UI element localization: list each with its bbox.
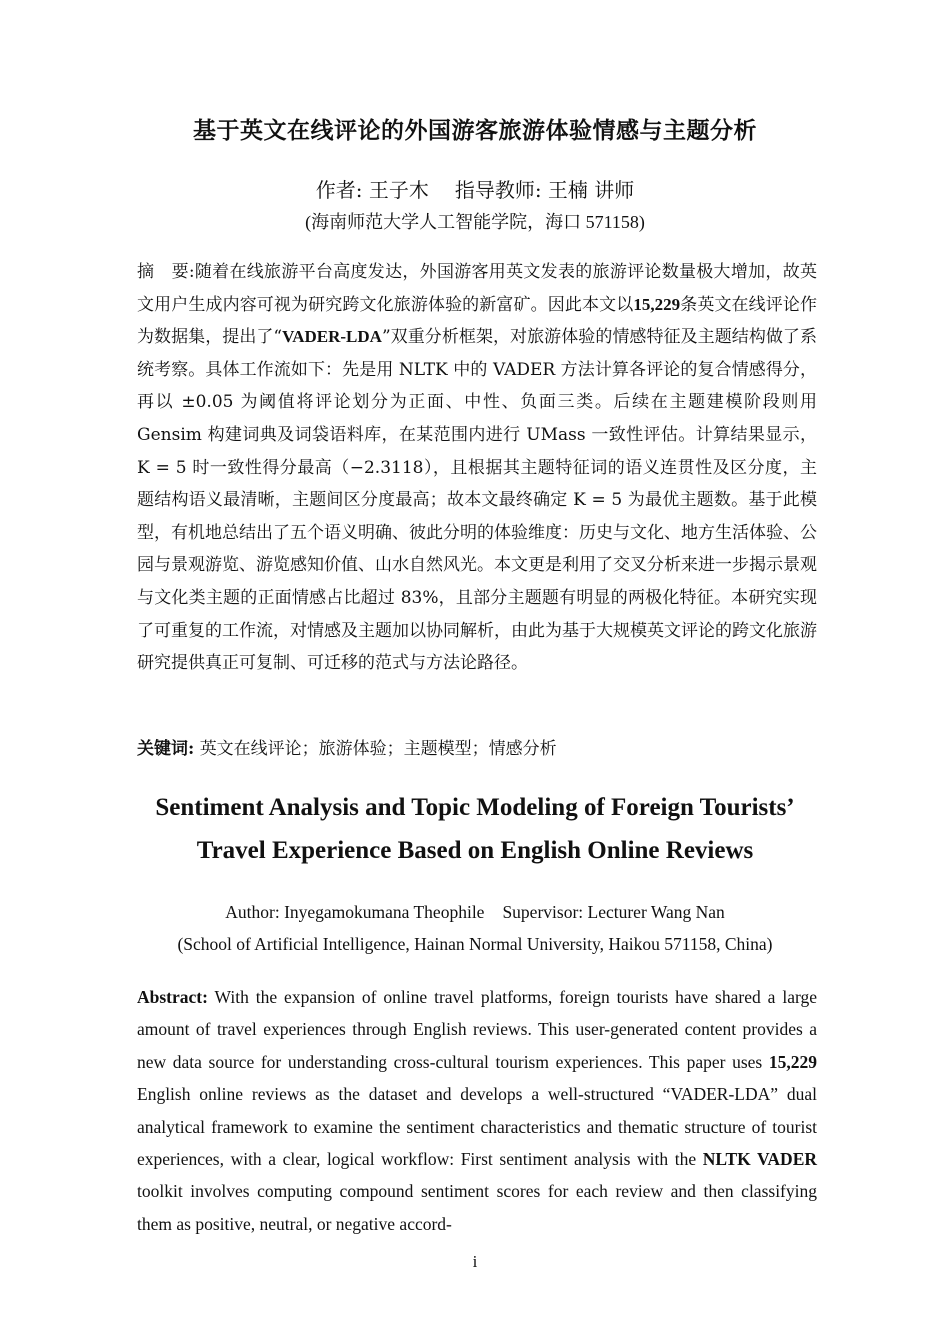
chinese-author: 作者: 王子木 [315, 178, 429, 202]
chinese-abstract-count: 15,229 [633, 294, 681, 314]
english-title-line-1: Sentiment Analysis and Topic Modeling of Foreign Tourists’ [155, 794, 795, 821]
chinese-keywords-value: 英文在线评论；旅游体验；主题模型；情感分析 [199, 739, 557, 759]
chinese-keywords-label: 关键词: [137, 739, 195, 759]
english-abstract-toolkit: NLTK VADER [702, 1149, 817, 1170]
page-number: i [472, 1252, 478, 1271]
english-abstract-text-2: English online reviews as the dataset and develops a well-structured “VADER-LDA” dual analytical framework to examine the sentiment characteristics and thematic structure of tourist experiences, with a clear, logical workflow: First sentiment analysis with the [137, 1084, 817, 1170]
english-abstract-count: 15,229 [768, 1051, 817, 1072]
chinese-supervisor: 指导教师: 王楠 讲师 [454, 178, 635, 202]
english-author: Author: Inyegamokumana Theophile [225, 902, 485, 922]
chinese-affiliation: (海南师范大学人工智能学院，海口 571158) [305, 212, 645, 232]
english-abstract-text-3: toolkit involves computing compound sentiment scores for each review and then classifying them as positive, neutral, or negative accord- [137, 1181, 817, 1234]
chinese-abstract-text-3: ”双重分析框架，对旅游体验的情感特征及主题结构做了系统考察。具体工作流如下：先是用 [137, 327, 817, 380]
english-supervisor: Supervisor: Lecturer Wang Nan [502, 902, 725, 922]
chinese-title: 基于英文在线评论的外国游客旅游体验情感与主题分析 [193, 117, 757, 144]
english-abstract-label: Abstract: [137, 987, 208, 1007]
english-abstract-text-1: With the expansion of online travel platforms, foreign tourists have shared a large amount of travel experiences through English reviews. This user-generated content provides a new data source for understanding cross-cultural tourism experiences. This paper uses [137, 987, 817, 1072]
chinese-abstract-label: 摘 要: [137, 262, 195, 282]
chinese-abstract-text-4: NLTK 中的 VADER 方法计算各评论的复合情感得分，再以 ±0.05 为阈值将评论划分为正面、中性、负面三类。后续在主题建模阶段则用 Gensim 构建词典及词袋语料库，在某范围内进行 UMass 一致性评估。计算结果显示，K = 5 时一致性得分最高（−2.3118），且根据其主题特征词的语义连贯性及区分度，主题结构语义最清晰，主题间区分度最高；故本文最终确定 K = 5 为最优主题数。基于此模型，有机地总结出了五个语义明确、彼此分明的体验维度：历史与文化、地方生活体验、公园与景观游览、游览感知价值、山水自然风光。本文更是利用了交叉分析来进一步揭示景观与文化类主题的正面情感占比超过 83%，且部分主题题有明显的两极化特征。本研究实现了可重复的工作流，对情感及主题加以协同解析，由此为基于大规模英文评论的跨文化旅游研究提供真正可复制、可迁移的范式与方法论路径。 [137, 359, 818, 674]
english-title-line-2: Travel Experience Based on English Online Reviews [196, 837, 754, 864]
chinese-abstract-text-1: 随着在线旅游平台高度发达，外国游客用英文发表的旅游评论数量极大增加，故英文用户生成内容可视为研究跨文化旅游体验的新富矿。因此本文以 [137, 262, 818, 315]
chinese-abstract-text-2: 条英文在线评论作为数据集，提出了“ [137, 294, 818, 348]
chinese-abstract-framework: VADER-LDA [282, 327, 382, 347]
english-author-line [0, 902, 950, 923]
english-abstract [137, 981, 817, 1240]
chinese-keywords [137, 734, 817, 759]
english-affiliation: (School of Artificial Intelligence, Hainan Normal University, Haikou 571158, China) [177, 934, 773, 954]
chinese-author-line [0, 174, 950, 203]
chinese-abstract [137, 256, 817, 680]
english-title [0, 786, 950, 872]
